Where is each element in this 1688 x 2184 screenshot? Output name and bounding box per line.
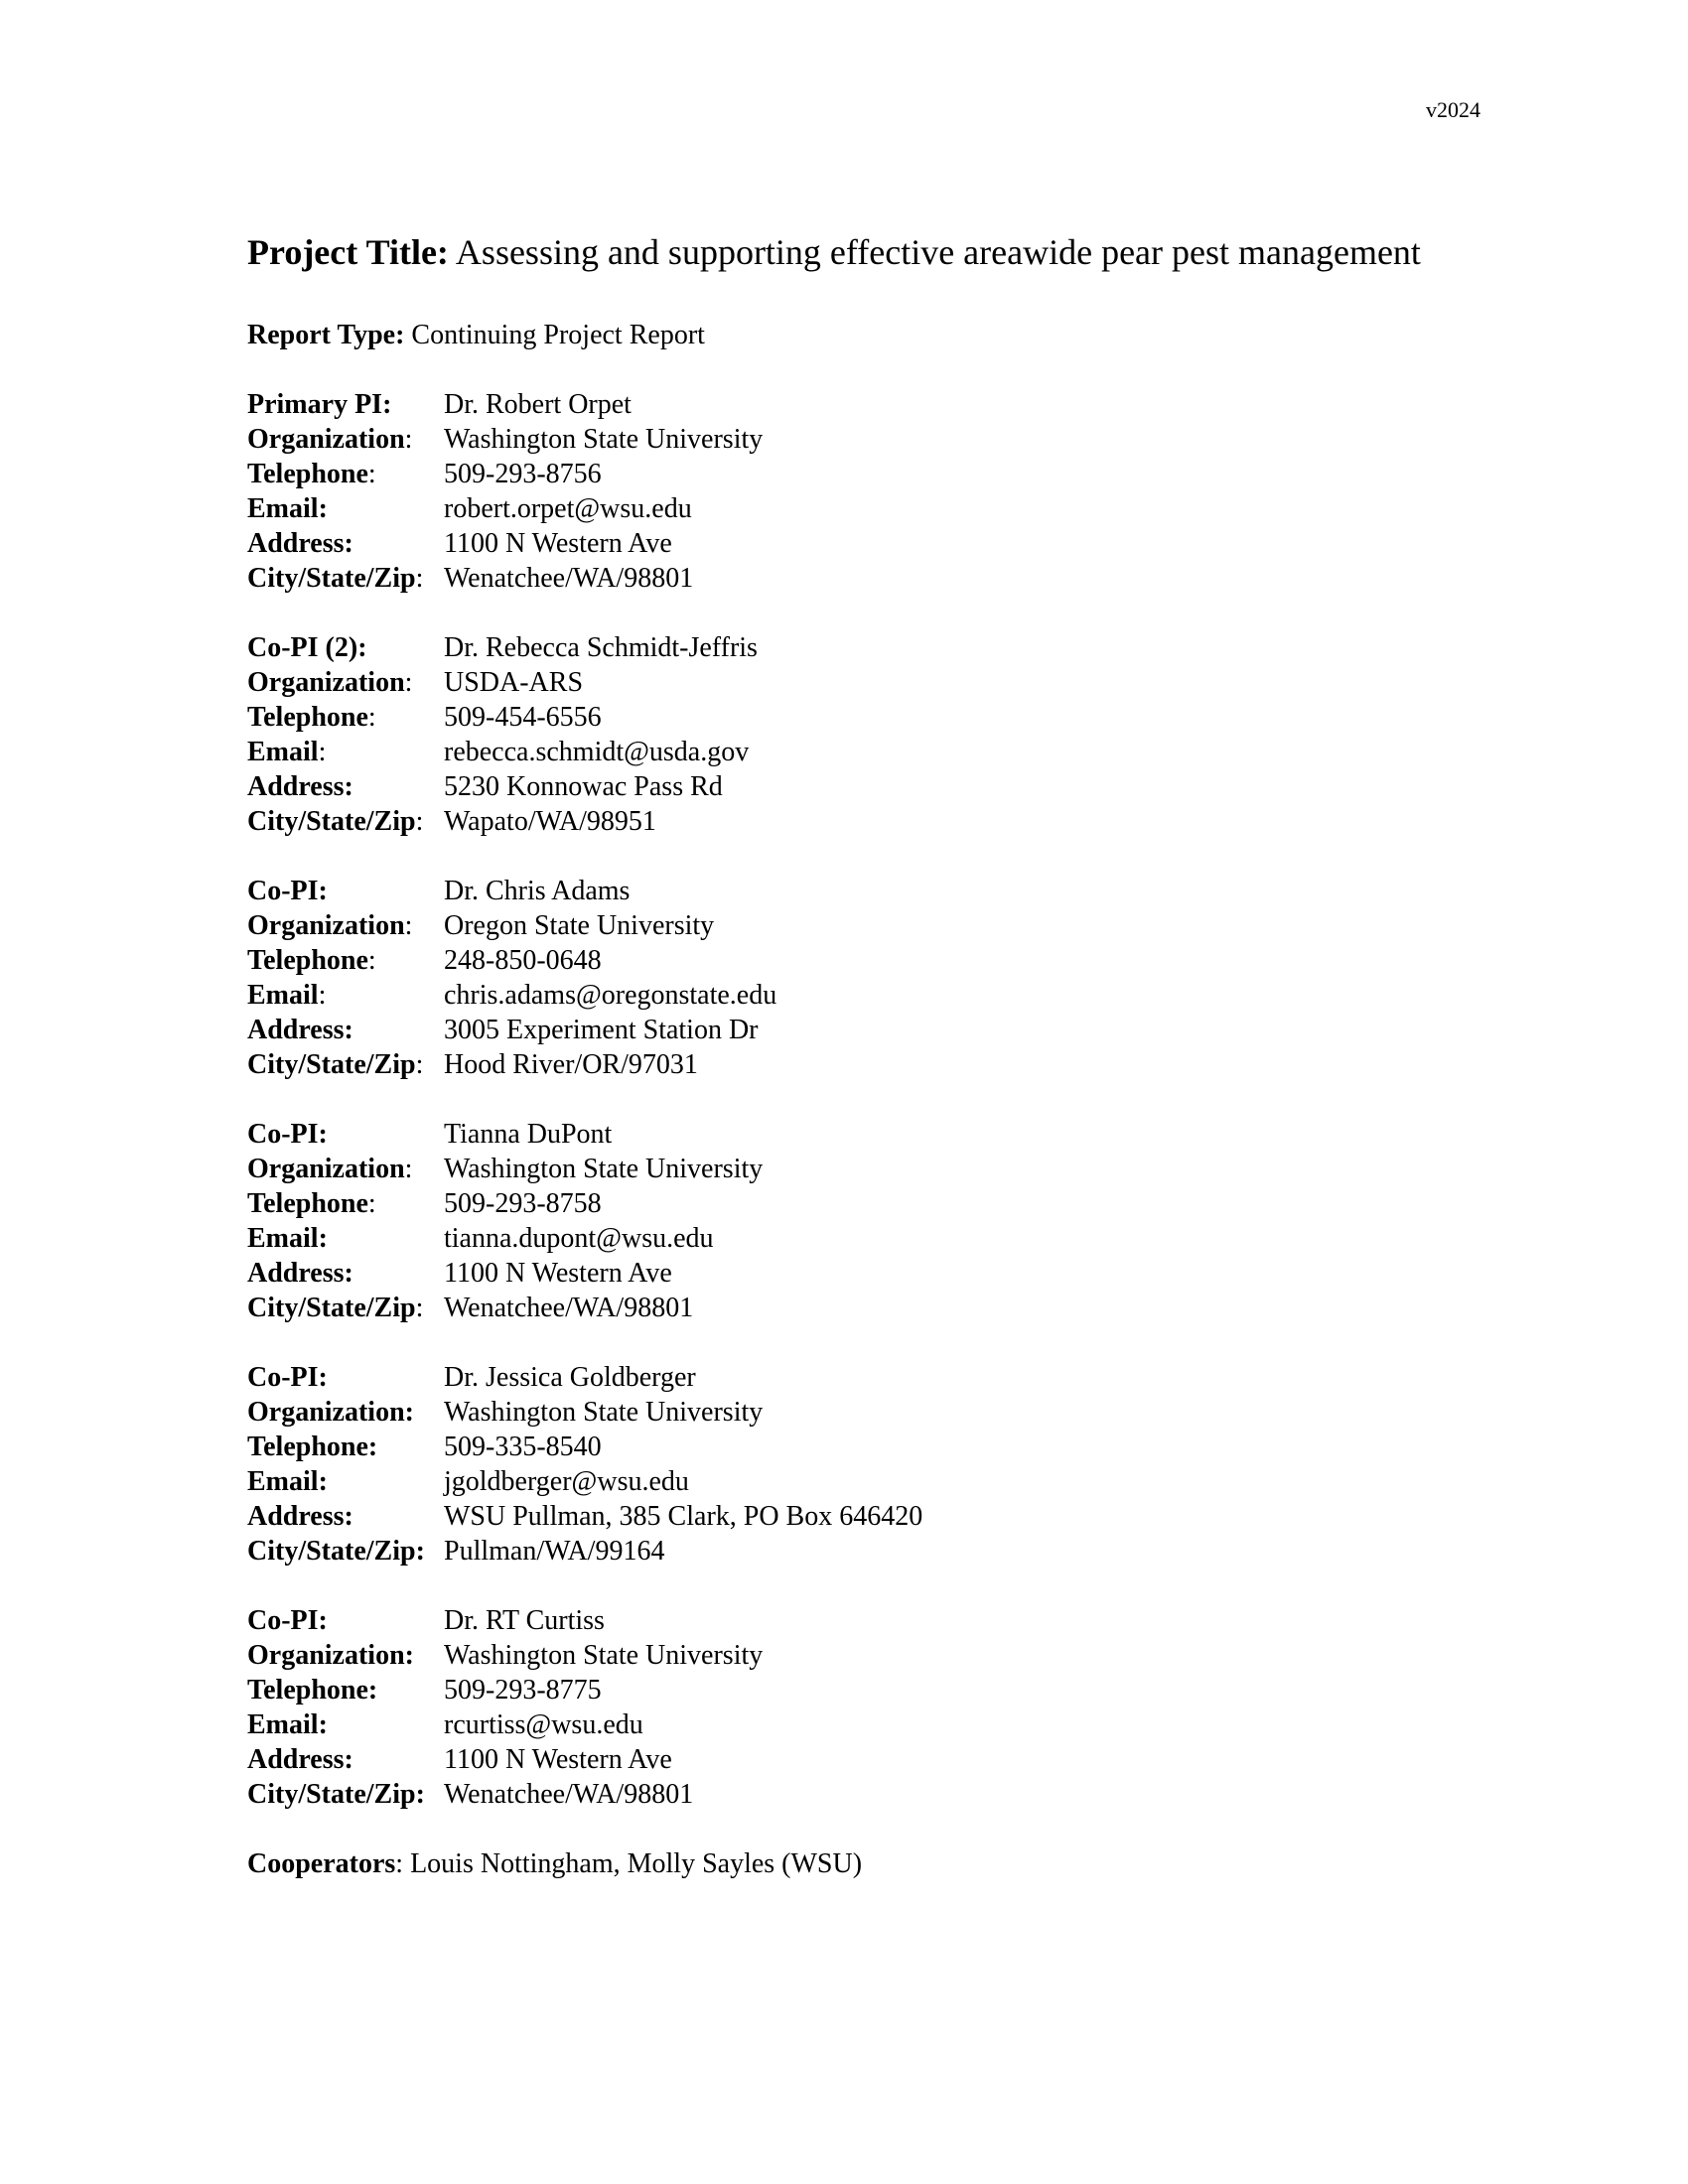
cooperators-value: : Louis Nottingham, Molly Sayles (WSU) [395,1848,863,1879]
organization-label: Organization: [247,667,413,698]
person-name: Dr. Chris Adams [444,876,631,906]
role-label: Co-PI (2): [247,632,367,663]
address-row [247,1013,1439,1047]
telephone-label: Telephone: [247,459,376,489]
city-state-zip-value: Hood River/OR/97031 [444,1049,698,1080]
city-state-zip-label: City/State/Zip: [247,1293,424,1323]
city-state-zip-row [247,1291,1439,1325]
report-type-label: Report Type: [247,320,405,350]
address-value: 3005 Experiment Station Dr [444,1015,759,1045]
project-title-label: Project Title: [247,232,449,272]
cooperators-label: Cooperators [247,1848,396,1879]
telephone-label: Telephone: [247,945,376,976]
telephone-row [247,1186,1439,1221]
address-label: Address: [247,1015,353,1045]
telephone-label: Telephone: [247,1675,378,1706]
organization-label: Organization: [247,1640,414,1671]
organization-value: USDA-ARS [444,667,584,698]
organization-row [247,422,1439,457]
city-state-zip-row [247,1777,1439,1812]
city-state-zip-label: City/State/Zip: [247,806,424,837]
email-row [247,1221,1439,1256]
document-page [247,230,1439,1881]
city-state-zip-row [247,1534,1439,1569]
co-pi-block [247,1603,1439,1812]
email-row [247,491,1439,526]
email-value: rcurtiss@wsu.edu [444,1709,643,1740]
city-state-zip-label: City/State/Zip: [247,563,424,594]
address-value: 1100 N Western Ave [444,528,672,559]
person-name: Tianna DuPont [444,1119,613,1150]
email-row [247,978,1439,1013]
telephone-label: Telephone: [247,702,376,733]
role-label: Co-PI: [247,1119,328,1150]
report-type-value: Continuing Project Report [404,320,705,350]
city-state-zip-row [247,561,1439,596]
organization-row [247,1395,1439,1430]
organization-row [247,908,1439,943]
address-label: Address: [247,528,353,559]
role-row [247,874,1439,908]
email-row [247,1707,1439,1742]
cooperators [247,1846,1439,1881]
organization-value: Washington State University [444,1397,764,1428]
role-row [247,1603,1439,1638]
address-row [247,1742,1439,1777]
co-pi-block [247,874,1439,1082]
project-title-value: Assessing and supporting effective areawide pear pest management [448,232,1421,272]
email-value: chris.adams@oregonstate.edu [444,980,777,1011]
role-row [247,630,1439,665]
telephone-row [247,700,1439,735]
organization-row [247,665,1439,700]
address-label: Address: [247,1501,353,1532]
project-title [247,230,1439,274]
organization-value: Washington State University [444,1640,764,1671]
email-label: Email: [247,1709,328,1740]
telephone-value: 509-293-8758 [444,1188,602,1219]
email-label: Email: [247,493,328,524]
telephone-label: Telephone: [247,1188,376,1219]
address-label: Address: [247,771,353,802]
role-row [247,1117,1439,1152]
city-state-zip-value: Wenatchee/WA/98801 [444,1293,694,1323]
organization-label: Organization: [247,1154,413,1184]
person-name: Dr. RT Curtiss [444,1605,605,1636]
co-pi-block [247,1117,1439,1325]
role-label: Co-PI: [247,1605,328,1636]
organization-value: Oregon State University [444,910,715,941]
person-name: Dr. Rebecca Schmidt-Jeffris [444,632,758,663]
city-state-zip-row [247,804,1439,839]
address-label: Address: [247,1258,353,1289]
address-row [247,1499,1439,1534]
person-name: Dr. Robert Orpet [444,389,632,420]
organization-label: Organization: [247,424,413,455]
primary-pi-block [247,387,1439,596]
telephone-value: 509-454-6556 [444,702,602,733]
email-row [247,1464,1439,1499]
address-row [247,1256,1439,1291]
role-row [247,387,1439,422]
address-value: 1100 N Western Ave [444,1744,672,1775]
email-row [247,735,1439,769]
telephone-value: 509-335-8540 [444,1432,602,1462]
address-row [247,769,1439,804]
email-value: tianna.dupont@wsu.edu [444,1223,714,1254]
email-value: jgoldberger@wsu.edu [444,1466,689,1497]
role-label: Co-PI: [247,876,328,906]
email-label: Email: [247,980,327,1011]
organization-value: Washington State University [444,424,764,455]
address-label: Address: [247,1744,353,1775]
co-pi-block [247,630,1439,839]
city-state-zip-label: City/State/Zip: [247,1049,424,1080]
telephone-label: Telephone: [247,1432,378,1462]
city-state-zip-label: City/State/Zip: [247,1779,425,1810]
telephone-row [247,1430,1439,1464]
city-state-zip-value: Wapato/WA/98951 [444,806,656,837]
organization-row [247,1638,1439,1673]
email-value: rebecca.schmidt@usda.gov [444,737,750,767]
city-state-zip-value: Wenatchee/WA/98801 [444,563,694,594]
role-row [247,1360,1439,1395]
address-value: 1100 N Western Ave [444,1258,672,1289]
version-label: v2024 [1426,97,1480,122]
co-pi-block [247,1360,1439,1569]
telephone-value: 509-293-8756 [444,459,602,489]
telephone-row [247,457,1439,491]
telephone-row [247,1673,1439,1707]
city-state-zip-value: Wenatchee/WA/98801 [444,1779,694,1810]
city-state-zip-row [247,1047,1439,1082]
organization-row [247,1152,1439,1186]
telephone-value: 248-850-0648 [444,945,602,976]
role-label: Co-PI: [247,1362,328,1393]
organization-value: Washington State University [444,1154,764,1184]
organization-label: Organization: [247,1397,414,1428]
address-value: 5230 Konnowac Pass Rd [444,771,723,802]
city-state-zip-value: Pullman/WA/99164 [444,1536,665,1567]
email-label: Email: [247,737,327,767]
email-label: Email: [247,1466,328,1497]
city-state-zip-label: City/State/Zip: [247,1536,425,1567]
telephone-row [247,943,1439,978]
address-row [247,526,1439,561]
role-label: Primary PI: [247,389,392,420]
person-name: Dr. Jessica Goldberger [444,1362,696,1393]
email-label: Email: [247,1223,328,1254]
report-type [247,318,1439,352]
organization-label: Organization: [247,910,413,941]
telephone-value: 509-293-8775 [444,1675,602,1706]
address-value: WSU Pullman, 385 Clark, PO Box 646420 [444,1501,923,1532]
email-value: robert.orpet@wsu.edu [444,493,692,524]
